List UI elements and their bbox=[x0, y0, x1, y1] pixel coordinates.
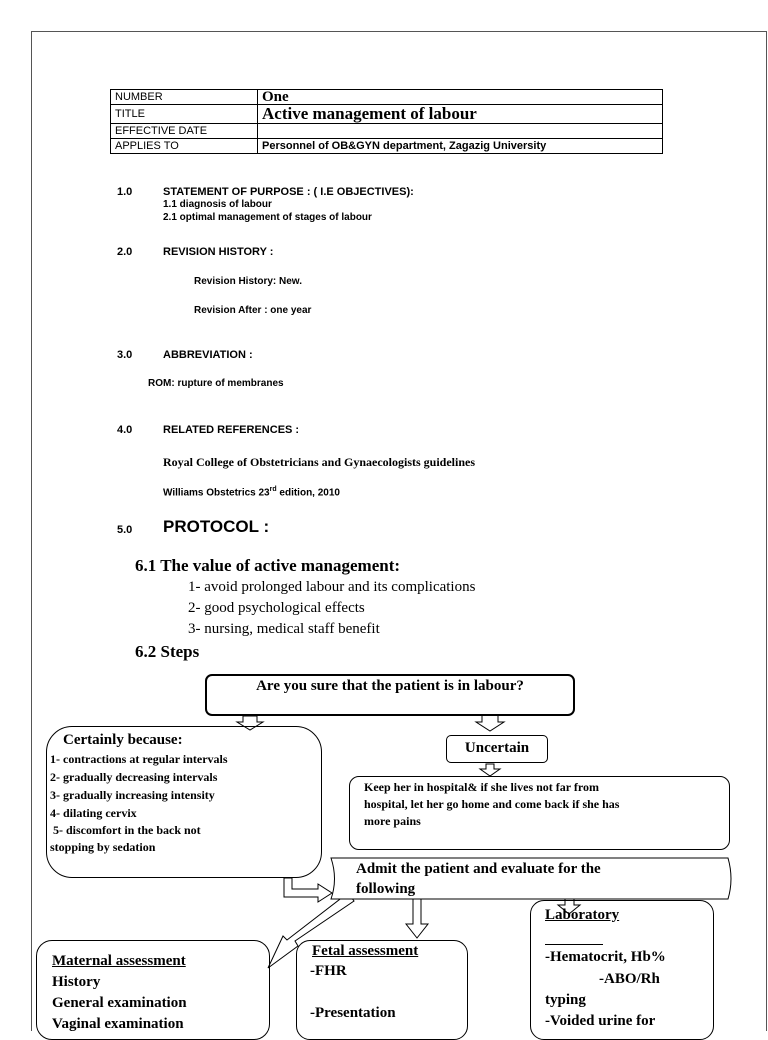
applies-to-label: APPLIES TO bbox=[111, 139, 258, 154]
section-title: RELATED REFERENCES : bbox=[163, 424, 300, 436]
section-title: ABBREVIATION : bbox=[163, 349, 253, 361]
uncertain-label: Uncertain bbox=[464, 740, 530, 756]
certainly-item: 3- gradually increasing intensity bbox=[50, 788, 215, 802]
labour-question-box bbox=[205, 674, 575, 716]
section-number: 5.0 bbox=[117, 524, 133, 536]
laboratory-item: -Hematocrit, Hb% bbox=[545, 949, 666, 965]
maternal-item: General examination bbox=[52, 995, 187, 1011]
maternal-item: Vaginal examination bbox=[52, 1016, 184, 1032]
certainly-box bbox=[46, 726, 322, 878]
section-title: STATEMENT OF PURPOSE : ( I.E OBJECTIVES): bbox=[163, 186, 414, 198]
section-number: 2.0 bbox=[117, 246, 133, 258]
objective-item: 1.1 diagnosis of labour bbox=[163, 199, 272, 210]
certainly-item: 2- gradually decreasing intervals bbox=[50, 770, 218, 784]
certainly-item: 5- discomfort in the back not bbox=[50, 823, 201, 837]
maternal-title: Maternal assessment bbox=[52, 953, 186, 969]
value-heading: 6.1 The value of active management: bbox=[135, 556, 401, 575]
keep-line: hospital, let her go home and come back if she has bbox=[364, 797, 620, 811]
laboratory-item: -Voided urine for bbox=[545, 1013, 656, 1029]
section-title: PROTOCOL : bbox=[163, 517, 270, 536]
title-value: Active management of labour bbox=[258, 105, 663, 124]
value-item: 1- avoid prolonged labour and its complications bbox=[188, 579, 476, 595]
labour-question: Are you sure that the patient is in labour? bbox=[256, 678, 524, 694]
value-item: 2- good psychological effects bbox=[188, 600, 365, 616]
certainly-item: 1- contractions at regular intervals bbox=[50, 752, 228, 766]
laboratory-box bbox=[530, 900, 714, 1040]
admit-line: Admit the patient and evaluate for the bbox=[356, 861, 601, 877]
keep-box bbox=[349, 776, 730, 850]
revision-after: Revision After : one year bbox=[194, 305, 312, 316]
fetal-item: -FHR bbox=[310, 963, 347, 979]
section-number: 4.0 bbox=[117, 424, 133, 436]
title-label: TITLE bbox=[111, 105, 258, 124]
laboratory-item: typing bbox=[545, 992, 586, 1008]
steps-heading: 6.2 Steps bbox=[135, 642, 200, 661]
abbreviation-item: ROM: rupture of membranes bbox=[148, 378, 284, 389]
objective-item: 2.1 optimal management of stages of labour bbox=[163, 212, 372, 223]
section-number: 1.0 bbox=[117, 186, 133, 198]
laboratory-item: -ABO/Rh bbox=[599, 971, 660, 987]
fetal-box bbox=[296, 940, 468, 1040]
laboratory-title: Laboratory bbox=[545, 907, 620, 923]
uncertain-box bbox=[446, 735, 548, 763]
fetal-item: -Presentation bbox=[310, 1005, 396, 1021]
section-title: REVISION HISTORY : bbox=[163, 246, 274, 258]
section-number: 3.0 bbox=[117, 349, 133, 361]
reference-item: Williams Obstetrics 23rd edition, 2010 bbox=[163, 486, 340, 499]
revision-history: Revision History: New. bbox=[194, 276, 302, 287]
certainly-item: stopping by sedation bbox=[50, 840, 156, 854]
reference-item: Royal College of Obstetricians and Gynaecologists guidelines bbox=[163, 455, 475, 469]
fetal-title: Fetal assessment bbox=[312, 943, 419, 959]
laboratory-divider bbox=[545, 944, 603, 945]
keep-line: Keep her in hospital& if she lives not far from bbox=[364, 780, 599, 794]
admit-line: following bbox=[356, 881, 416, 897]
effective-date-label: EFFECTIVE DATE bbox=[111, 124, 258, 139]
keep-line: more pains bbox=[364, 814, 421, 828]
maternal-box bbox=[36, 940, 270, 1040]
certainly-title: Certainly because: bbox=[63, 732, 183, 748]
value-item: 3- nursing, medical staff benefit bbox=[188, 621, 380, 637]
certainly-item: 4- dilating cervix bbox=[50, 806, 137, 820]
applies-to-value: Personnel of OB&GYN department, Zagazig University bbox=[258, 139, 663, 154]
maternal-item: History bbox=[52, 974, 101, 990]
number-value: One bbox=[258, 90, 663, 105]
number-label: NUMBER bbox=[111, 90, 258, 105]
